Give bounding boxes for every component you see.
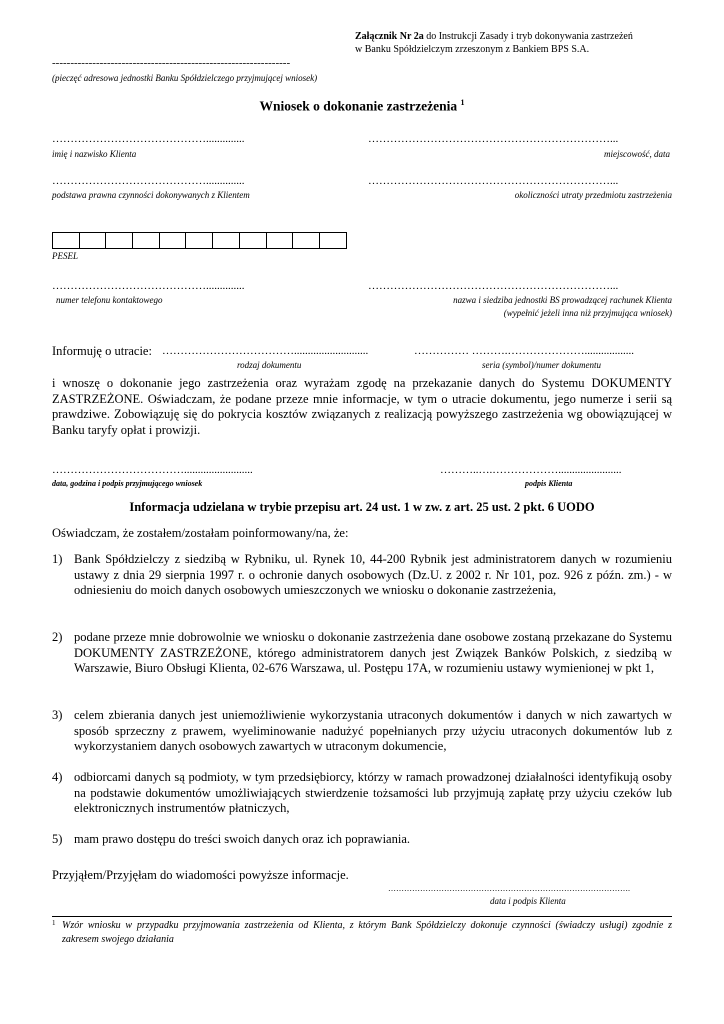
branch-note: (wypełnić jeżeli inna niż przyjmująca wniosek)	[503, 308, 672, 318]
footnote	[52, 919, 672, 946]
footnote-ref: 1	[52, 919, 56, 927]
list-item	[52, 832, 672, 848]
legal-basis-label: podstawa prawna czynności dokonywanych z Klientem	[52, 190, 250, 200]
list-item-text: Bank Spółdzielczy z siedzibą w Rybniku, ul. Rynek 10, 44-200 Rybnik jest administratorem danych w rozumieniu ustawy z dnia 29 sierpnia 1997 r. o ochronie danych osobowych (Dz.U. z 2002 r. Nr 101, poz. 926 z późn. zm.) - w odniesieniu do moich danych osobowych umieszczonych we wniosku o dokonanie zastrzeżenia,	[74, 552, 672, 597]
name-label: imię i nazwisko Klienta	[52, 149, 137, 159]
circumstances-field[interactable]: …………………………………………………………...	[368, 175, 619, 187]
pesel-digit-box[interactable]	[53, 233, 80, 248]
loss-intro: Informuję o utracie:	[52, 344, 152, 358]
list-item-number: 5)	[52, 832, 63, 846]
pesel-digit-box[interactable]	[320, 233, 346, 248]
ack-signature-label: data i podpis Klienta	[490, 896, 566, 906]
declaration-paragraph: i wnoszę o dokonanie jego zastrzeżenia oraz wyrażam zgodę na przekazanie danych do Systemu DOKUMENTY ZASTRZEŻONE. Oświadczam, że podane przeze mnie informacje, w tym o utracie dokumentu, jego numerze i serii są prawdziwe. Zobowiązuję się do pokrycia kosztów związanych z realizacją powyższego zastrzeżenia wg obowiązującej w Banku taryfy opłat i prowizji.	[52, 376, 672, 437]
document-type-field[interactable]: ………………………………...........................	[162, 345, 369, 357]
page-title-text: Wniosek o dokonanie zastrzeżenia	[259, 98, 458, 114]
title-footnote-ref: 1	[460, 98, 465, 107]
pesel-label: PESEL	[52, 251, 78, 261]
annex-reference	[355, 30, 685, 56]
annex-title-line2: w Banku Spółdzielczym zrzeszonym z Bankiem BPS S.A.	[355, 44, 590, 55]
circumstances-label: okoliczności utraty przedmiotu zastrzeżenia	[514, 190, 672, 200]
acknowledgement: Przyjąłem/Przyjęłam do wiadomości powyższe informacje.	[52, 868, 349, 882]
pesel-digit-box[interactable]	[293, 233, 320, 248]
ack-signature-field[interactable]: ……………………………………………………………………………….	[388, 884, 630, 893]
document-type-label: rodzaj dokumentu	[237, 360, 302, 370]
pesel-digit-box[interactable]	[213, 233, 240, 248]
pesel-digit-box[interactable]	[240, 233, 267, 248]
phone-field[interactable]: ……………………………………..............	[52, 280, 245, 292]
list-item-number: 2)	[52, 630, 63, 644]
page-title	[52, 98, 672, 115]
annex-number: Załącznik Nr 2a	[355, 31, 424, 42]
phone-label: numer telefonu kontaktowego	[56, 295, 163, 305]
list-item-number: 3)	[52, 708, 63, 722]
pesel-boxes[interactable]	[52, 232, 347, 249]
branch-field[interactable]: …………………………………………………………...	[368, 280, 619, 292]
document-series-label: seria (symbol)/numer dokumentu	[482, 360, 601, 370]
list-item-text: odbiorcami danych są podmioty, w tym przedsiębiorcy, którzy w ramach prowadzonej działalności identyfikują osoby na podstawie dokumentów umożliwiających stwierdzenie tożsamości lub przyjmują zapłatę przy użyciu czeków lub elektronicznych instrumentów płatniczych,	[74, 770, 672, 815]
list-item-number: 1)	[52, 552, 63, 566]
list-item-text: celem zbierania danych jest uniemożliwienie wykorzystania utraconych dokumentów i danych w nich zawartych w sposób sprzeczny z prawem, wyeliminowanie nadużyć popełnianych przy użyciu utraconych dokumentów lub z wykorzystaniem danych osobowych zawartych w utraconym dokumencie,	[74, 708, 672, 753]
pesel-digit-box[interactable]	[186, 233, 213, 248]
list-item	[52, 552, 672, 599]
place-date-field[interactable]: …………………………………………………………...	[368, 133, 619, 145]
client-signature-label: podpis Klienta	[525, 479, 573, 488]
pesel-digit-box[interactable]	[106, 233, 133, 248]
annex-title: do Instrukcji Zasady i tryb dokonywania zastrzeżeń	[423, 31, 633, 42]
receiver-signature-field[interactable]: ……………………………….........................	[52, 464, 253, 476]
client-signature-field[interactable]: ………..….……………….......................	[440, 464, 622, 476]
document-series-field[interactable]: …………… ……….…………………..................	[414, 345, 634, 357]
pesel-digit-box[interactable]	[160, 233, 187, 248]
footnote-separator	[52, 916, 672, 917]
footnote-text: Wzór wniosku w przypadku przyjmowania zastrzeżenia od Klienta, z którym Bank Spółdzielczy dokonuje czynności (świadczy usługi) zgodnie z zakresem swojego działania	[62, 920, 672, 945]
receiver-signature-label: data, godzina i podpis przyjmującego wniosek	[52, 479, 203, 488]
name-field[interactable]: ……………………………………..............	[52, 133, 245, 145]
pesel-digit-box[interactable]	[267, 233, 294, 248]
list-item-text: mam prawo dostępu do treści swoich danych oraz ich poprawiania.	[74, 832, 411, 846]
pesel-digit-box[interactable]	[80, 233, 107, 248]
list-item-text: podane przeze mnie dobrowolnie we wniosku o dokonanie zastrzeżenia dane osobowe zostaną przekazane do Systemu DOKUMENTY ZASTRZEŻONE, którego administratorem danych jest Związek Banków Polskich, z siedzibą w Warszawie, Biuro Obsługi Klienta, 02-676 Warszawa, ul. Postępu 17A, w rozumieniu ustawy wymienionej w pkt 1,	[74, 630, 672, 675]
legal-basis-field[interactable]: ……………………………………..............	[52, 175, 245, 187]
list-item-number: 4)	[52, 770, 63, 784]
info-intro: Oświadczam, że zostałem/zostałam poinformowany/na, że:	[52, 526, 349, 540]
list-item	[52, 630, 672, 677]
list-item	[52, 770, 672, 817]
stamp-label: (pieczęć adresowa jednostki Banku Spółdzielczego przyjmującej wniosek)	[52, 73, 318, 83]
branch-label: nazwa i siedziba jednostki BS prowadzącej rachunek Klienta	[453, 295, 672, 305]
list-item	[52, 708, 672, 755]
place-date-label: miejscowość, data	[604, 149, 670, 159]
stamp-dashes: -----------------------------------------------------------------	[52, 58, 291, 69]
pesel-digit-box[interactable]	[133, 233, 160, 248]
info-heading: Informacja udzielana w trybie przepisu art. 24 ust. 1 w zw. z art. 25 ust. 2 pkt. 6 UODO	[129, 500, 595, 514]
